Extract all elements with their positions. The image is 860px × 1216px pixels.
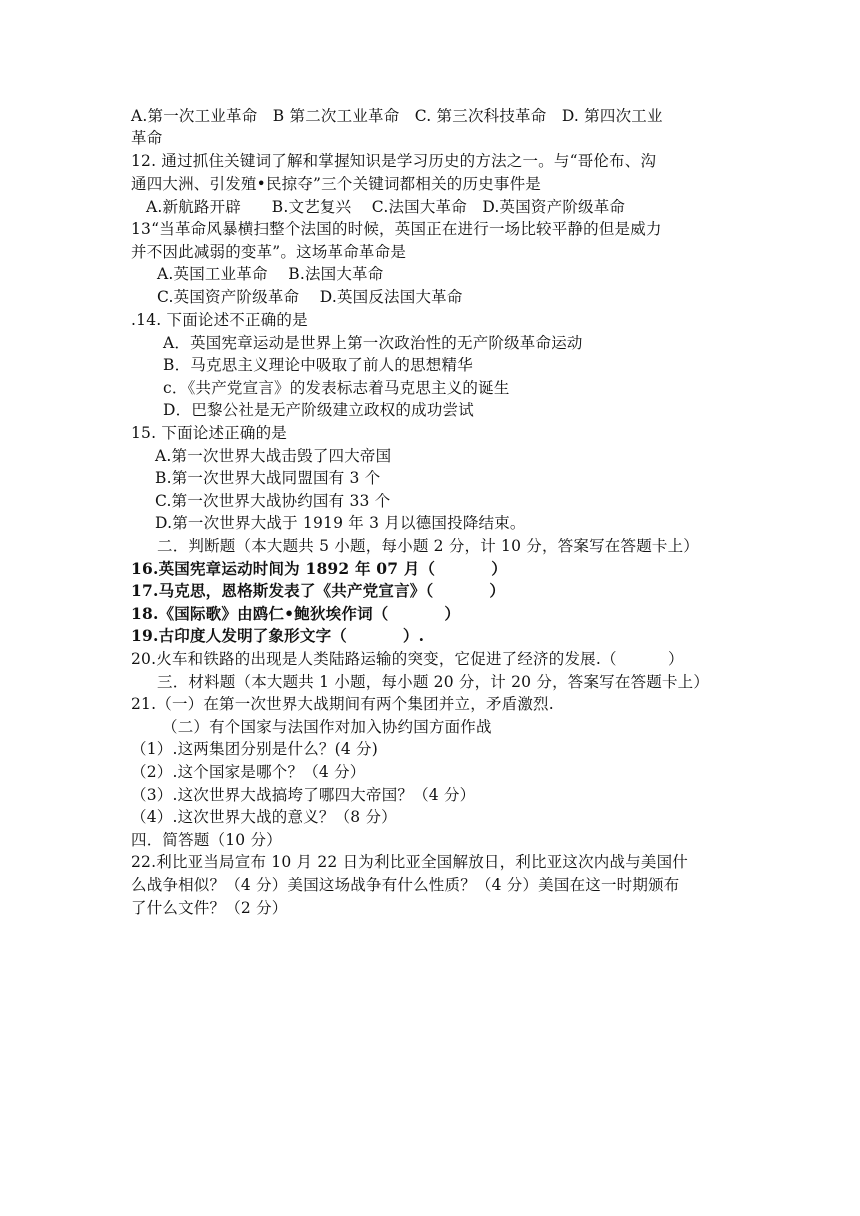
q15-option-d: D.第一次世界大战于 1919 年 3 月以德国投降结束。 [155,514,526,532]
q14-option-d: D．巴黎公社是无产阶级建立政权的成功尝试 [163,401,474,419]
q13-stem-line1: 13“当革命风暴横扫整个法国的时候，英国正在进行一场比较平静的但是威力 [131,220,662,238]
q22-line1: 22.利比亚当局宣布 10 月 22 日为利比亚全国解放日，利比亚这次内战与美国什 [131,853,689,871]
q13-options-cd: C.英国资产阶级革命 D.英国反法国大革命 [157,288,463,306]
q14-option-c: c．《共产党宣言》的发表标志着马克思主义的诞生 [163,379,510,397]
q12-stem-line2: 通四大洲、引发殖•民掠夺”三个关键词都相关的历史事件是 [131,175,541,193]
q21-sub-2: （2）.这个国家是哪个？（4 分） [131,763,366,781]
q14-stem: .14. 下面论述不正确的是 [131,311,308,329]
q20: 20.火车和铁路的出现是人类陆路运输的突变，它促进了经济的发展.（ ） [131,650,684,668]
q16: 16.英国宪章运动时间为 1892 年 07 月（ ） [131,559,507,578]
q15-option-b: B.第一次世界大战同盟国有 3 个 [155,469,381,487]
q22-line3: 了什么文件？（2 分） [131,899,288,917]
q19: 19.古印度人发明了象形文字（ ）. [131,626,425,645]
q15-option-a: A.第一次世界大战击毁了四大帝国 [155,447,392,465]
q11-options-wrap: 革命 [131,129,163,147]
section-4-heading: 四．简答题（10 分） [131,831,282,849]
q12-options: A.新航路开辟 B.文艺复兴 C.法国大革命 D.英国资产阶级革命 [146,198,626,216]
q21-material-2: （二）有个国家与法国作对加入协约国方面作战 [162,718,492,736]
q15-stem: 15. 下面论述正确的是 [131,424,287,442]
q15-option-c: C.第一次世界大战协约国有 33 个 [155,492,391,510]
q14-option-a: A．英国宪章运动是世界上第一次政治性的无产阶级革命运动 [163,334,583,352]
q11-options-line: A.第一次工业革命 B 第二次工业革命 C. 第三次科技革命 D. 第四次工业 [131,107,663,125]
q14-option-b: B．马克思主义理论中吸取了前人的思想精华 [163,356,473,374]
q21-sub-4: （4）.这次世界大战的意义？（8 分） [131,808,397,826]
q21-sub-3: （3）.这次世界大战搞垮了哪四大帝国？（4 分） [131,786,476,804]
section-2-heading: 二．判断题（本大题共 5 小题，每小题 2 分，计 10 分，答案写在答题卡上） [157,537,700,555]
q12-stem-line1: 12. 通过抓住关键词了解和掌握知识是学习历史的方法之一。与“哥伦布、沟 [131,152,657,170]
q13-stem-line2: 并不因此减弱的变革”。这场革命革命是 [131,243,407,261]
q13-options-ab: A.英国工业革命 B.法国大革命 [157,265,384,283]
q18: 18.《国际歌》由鸥仁•鲍狄埃作词（ ） [131,604,461,623]
q22-line2: 么战争相似？（4 分）美国这场战争有什么性质？（4 分）美国在这一时期颁布 [131,876,680,894]
q17: 17.马克思，恩格斯发表了《共产党宣言》（ ） [131,581,506,600]
section-3-heading: 三．材料题（本大题共 1 小题，每小题 20 分，计 20 分，答案写在答题卡上） [157,673,710,691]
q21-material-1: 21.（一）在第一次世界大战期间有两个集团并立，矛盾激烈. [131,695,554,713]
q21-sub-1: （1）.这两集团分别是什么？(4 分) [131,740,378,758]
